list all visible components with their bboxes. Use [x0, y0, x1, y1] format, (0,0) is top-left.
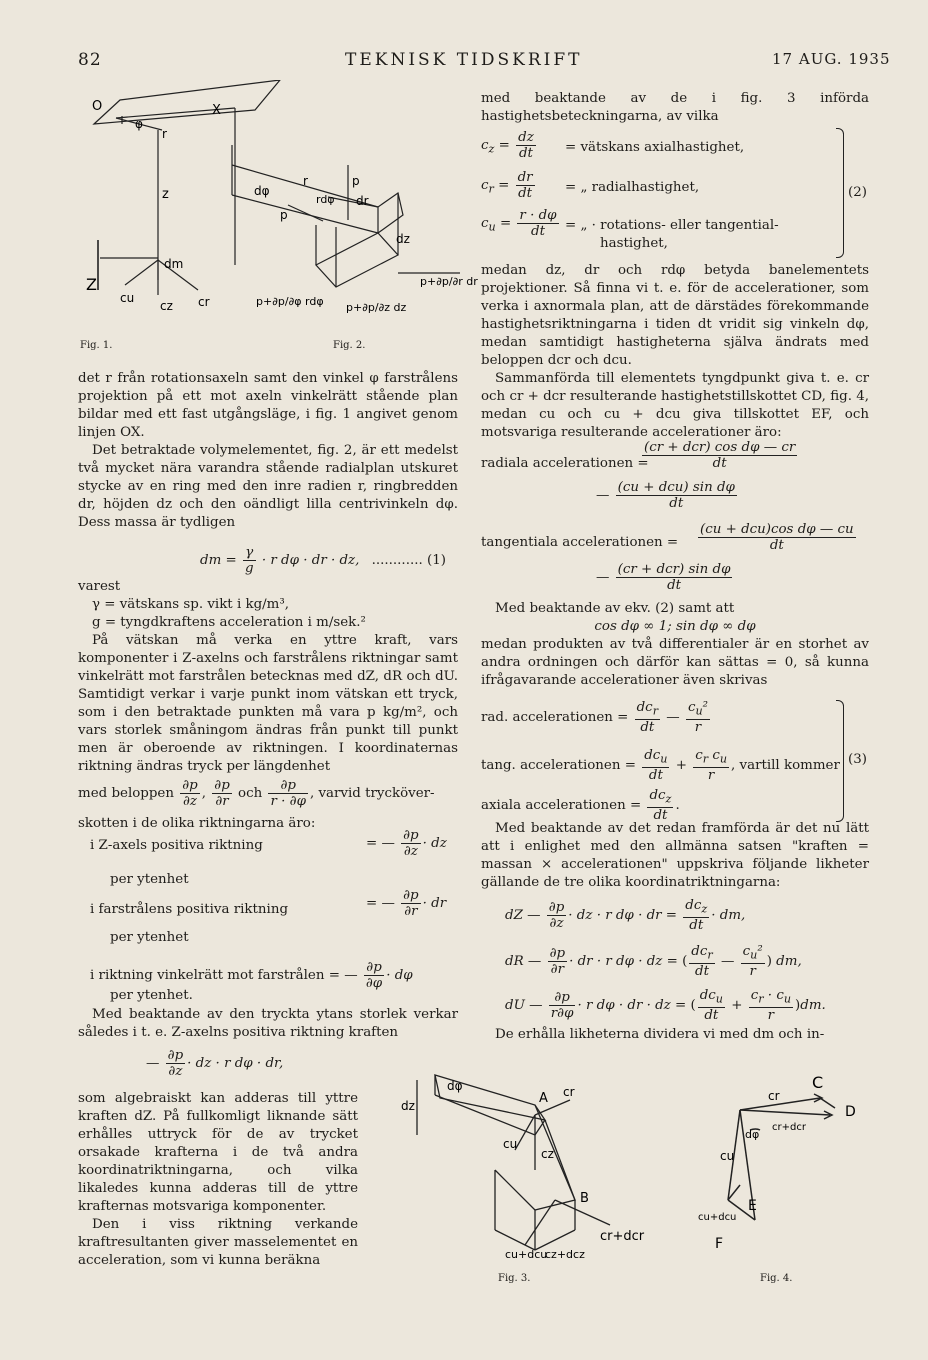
- left-paragraph-3: På vätskan må verka en yttre kraft, vars komponenter i Z-axelns och farstrålens riktningar samt vinkelrätt mot farstrålen betecknas med dZ, dR och dU. Samtidigt verkar i varje punkt inom vätskan ett tryck, som i den betraktade punkten må vara p kg/m², och vars storlek småningom ändras från punkt till punkt men är oberoende av riktningen. I koordinaternas riktning ändras tryck per längdenhet: [78, 633, 458, 774]
- left-paragraph-2: Det betraktade volymelementet, fig. 2, är ett medelst två mycket nära varandra stående radialplan utskuret stycke av en ring med den inre radien r, ringbredden dr, höjden dz och den oändligt lilla centrivinkeln dφ. Dess massa är tydligen: [78, 443, 458, 530]
- fig2-label-p-phi: p+∂p/∂φ rdφ: [256, 295, 324, 308]
- pressure-z-line: [90, 838, 263, 853]
- right-paragraph-6: Med beaktande av det redan framförda är det nu lätt att i enlighet med den allmänna satsen "kraften = massan × accelerationen" uppskriva följande likheter gällande de tre olika koordinatriktningarna:: [481, 821, 869, 890]
- radial-n2: (cu + dcu) sin dφ: [617, 480, 735, 495]
- left-paragraph-5: som algebraiskt kan adderas till yttre kraften dZ. På fullkomligt liknande sätt erhålles uttryck för de av trycket orsakade krafterna i de två andra koordinatriktningarna, och vilka likaledes kunna adderas till de yttre krafternas motsvariga komponenter.: [78, 1091, 358, 1214]
- fig4-label-cu-dcu: cu+dcu: [698, 1212, 737, 1223]
- fig1-label-phi: φ: [135, 117, 143, 131]
- small-angle-approx: cos dφ ∞ 1; sin dφ ∞ dφ: [594, 619, 756, 634]
- fig3-label-a: A: [539, 1091, 548, 1106]
- per-ytenhet-2: per ytenhet: [110, 930, 189, 945]
- varest-label: varest: [78, 579, 121, 594]
- radial-dt: dt: [712, 456, 727, 471]
- equation-1: [200, 545, 446, 576]
- right-paragraph-3: Sammanförda till elementets tyngdpunkt giva t. e. cr och cr + dcr resulterande hastighetstillskottet CD, fig. 4, medan cu och cu + dcu giva tillskottet EF, och motsvariga resulterande accelerationer äro:: [481, 371, 869, 440]
- tang-n2: (cr + dcr) sin dφ: [617, 562, 731, 577]
- velocity-cz: $c_z$ = $\frac{dz}{dt}$: [481, 130, 534, 161]
- journal-title: TEKNISK TIDSKRIFT: [345, 50, 583, 70]
- fig2-label-p-top: p: [352, 174, 360, 188]
- fig2-label-dr: dr: [356, 194, 369, 208]
- fig4-label-c: C: [812, 1073, 824, 1092]
- pressure-phi-line: i riktning vinkelrätt mot farstrålen = — $\frac{\partial p}{\partial\varphi}$ · dφ: [90, 960, 413, 991]
- pressure-z-term: = — $\frac{\partial p}{\partial z}$ · dz: [366, 828, 447, 859]
- eq1-frac-den: g: [245, 561, 254, 576]
- rad-acc-simplified: rad. accelerationen = $\frac{dc_r}{dt}$ — $\frac{c_u^2}{r}$: [481, 700, 708, 735]
- fig1-label-x: X: [212, 103, 221, 118]
- eq3-brace: [836, 700, 844, 822]
- fig4-label-cr: cr: [768, 1089, 780, 1103]
- cu-description: = „ · rotations- eller tangential-: [565, 218, 779, 233]
- page-number: 82: [78, 50, 102, 70]
- fig1-label-o: O: [92, 99, 103, 114]
- pressure-r-term: = — $\frac{\partial p}{\partial r}$ · dr: [366, 888, 447, 919]
- g-definition: g = tyngdkraftens acceleration i m/sek.²: [92, 615, 366, 630]
- fig3-label-cz: cz: [541, 1147, 554, 1161]
- line-z-text: i Z-axels positiva riktning: [90, 838, 263, 853]
- radial-n: (cr + dcr) cos dφ — cr: [644, 440, 796, 455]
- eq2-brace: [836, 128, 844, 258]
- force-expression: — $\frac{\partial p}{\partial z}$ · dz · r dφ · dr,: [146, 1048, 284, 1079]
- fig3-label-cu: cu: [503, 1137, 518, 1151]
- figure-4: [690, 1070, 880, 1260]
- fig1-label-cr: cr: [198, 295, 210, 309]
- tang-acc-tail: , vartill kommer: [731, 757, 840, 773]
- eqZ-end: · dm,: [711, 907, 746, 923]
- fig4-label-dphi: dφ: [745, 1128, 760, 1141]
- fig3-label-cz-dcz: cz+dcz: [545, 1248, 585, 1260]
- eqR-start: dR —: [505, 953, 542, 969]
- fig2-label-dz: dz: [396, 232, 410, 246]
- fig3-label-dz: dz: [401, 1099, 415, 1113]
- left-paragraph-6: Den i viss riktning verkande kraftresultanten giver masselementet en acceleration, som vi kunna beräkna: [78, 1217, 358, 1268]
- equation-du: dU — $\frac{\partial p}{r\partial\varphi}$ · r dφ · dr · dz = ( $\frac{dc_u}{dt}$ + $\frac{c_r \cdot c_u}{r}$ )dm.: [505, 988, 826, 1023]
- force-rhs: · dz · r dφ · dr,: [187, 1056, 284, 1071]
- fig3-label-b: B: [580, 1191, 589, 1206]
- fig2-label-p-z: p+∂p/∂z dz: [346, 301, 407, 314]
- gamma-definition: γ = vätskans sp. vikt i kg/m³,: [92, 597, 290, 612]
- tangential-acceleration-numerator: [696, 522, 858, 553]
- left-paragraph-4: Med beaktande av den tryckta ytans storlek verkar således i t. e. Z-axelns positiva riktning kraften: [78, 1007, 458, 1040]
- right-paragraph-2: medan dz, dr och rdφ betyda banelementets projektioner. Så finna vi t. e. för de accelerationer, som verka i axnormala plan, att de därstädes förekommande hastighetsriktningarna i tiden dt vridit sig vinkeln dφ, medan samtidigt hastigheterna själva ändrats med beloppen dcr och dcu.: [481, 263, 869, 368]
- right-paragraph-5: medan produkten av två differentialer är en storhet av andra ordningen och därför kan sättas = 0, så kunna ifrågavarande accelerationer även skrivas: [481, 637, 869, 688]
- eq1-rhs: · r dφ · dr · dz,: [261, 553, 360, 568]
- eqU-end: dm.: [800, 997, 826, 1013]
- issue-date: 17 AUG. 1935: [772, 50, 891, 68]
- radial-dt2: dt: [669, 496, 684, 511]
- equation-dr: dR — $\frac{\partial p}{\partial r}$ · dr · r dφ · dz = ( $\frac{dc_r}{dt}$ — $\frac{c_u^2}{r}$ ) dm,: [505, 944, 802, 979]
- right-paragraph-4: Med beaktande av ekv. (2) samt att: [495, 601, 735, 616]
- tang-acc-simplified: tang. accelerationen = $\frac{dc_u}{dt}$ + $\frac{c_r c_u}{r}$ , vartill kommer: [481, 748, 840, 783]
- med-beloppen-text: med beloppen: [78, 786, 174, 801]
- fig4-label-e: E: [748, 1198, 757, 1214]
- fig1-label-r: r: [162, 127, 167, 141]
- fig2-label-p-left: p: [280, 208, 288, 222]
- pressure-gradient-line: med beloppen $\frac{\partial p}{\partial z}$ , $\frac{\partial p}{\partial r}$ och $\frac{\partial p}{r \cdot \partial\varphi}$ , varvid trycköver-: [78, 778, 435, 809]
- figure-2: [228, 145, 478, 335]
- eqR-end: dm,: [776, 953, 802, 969]
- line-phi-text: i riktning vinkelrätt mot farstrålen =: [90, 968, 340, 983]
- fig4-label-cr-dcr: cr+dcr: [772, 1122, 806, 1133]
- tangential-acceleration-second: — $\frac{\text{(cr + dcr) sin dφ}}{dt}$: [596, 562, 731, 593]
- varvid-text: , varvid trycköver-: [309, 786, 435, 801]
- tang-acc-label: tang. accelerationen =: [481, 757, 636, 773]
- fig4-label-cu: cu: [720, 1149, 735, 1163]
- fig1-label-cu: cu: [120, 291, 135, 305]
- per-ytenhet-1: per ytenhet: [110, 872, 189, 887]
- fig2-caption: Fig. 2.: [333, 340, 366, 351]
- fig1-label-cz: cz: [160, 299, 173, 313]
- cu-description-2: hastighet,: [600, 236, 668, 251]
- fig3-label-dphi: dφ: [447, 1079, 463, 1093]
- tang-dt2: dt: [667, 578, 682, 593]
- fig3-label-cr-dcr: cr+dcr: [600, 1229, 645, 1244]
- right-paragraph-7: De erhålla likheterna dividera vi med dm och in-: [495, 1027, 825, 1042]
- fig4-label-f: F: [715, 1236, 724, 1252]
- eqU-start: dU —: [505, 997, 543, 1013]
- eqZ-start: dZ —: [505, 907, 541, 923]
- right-paragraph-1: med beaktande av de i fig. 3 införda hastighetsbeteckningarna, av vilka: [481, 91, 869, 124]
- radial-acceleration-second: — $\frac{\text{(cu + dcu) sin dφ}}{dt}$: [596, 480, 735, 511]
- line-phi-rhs: · dφ: [386, 968, 413, 983]
- skotten-text: skotten i de olika riktningarna äro:: [78, 816, 316, 831]
- fig1-label-z-small: z: [162, 187, 169, 202]
- tang-dt: dt: [769, 538, 784, 553]
- cr-description: = „ radialhastighet,: [565, 180, 700, 195]
- velocity-cu: $c_u$ = $\frac{r \cdot d\varphi}{dt}$: [481, 208, 557, 239]
- radial-acceleration-label: radiala accelerationen =: [481, 456, 649, 471]
- fig1-label-dm: dm: [164, 257, 184, 271]
- fig2-label-dphi: dφ: [254, 184, 270, 198]
- cz-description: = vätskans axialhastighet,: [565, 140, 745, 155]
- eqR-mid: · dr · r dφ · dz =: [569, 953, 678, 969]
- tang-n: (cu + dcu)cos dφ — cu: [700, 522, 854, 537]
- pressure-r-line: [90, 902, 288, 917]
- fig1-caption: Fig. 1.: [80, 340, 113, 351]
- figure-3: [395, 1060, 655, 1260]
- per-ytenhet-3: per ytenhet.: [110, 988, 193, 1003]
- ax-acc-simplified: axiala accelerationen = $\frac{dc_z}{dt}$ .: [481, 788, 680, 823]
- fig1-label-z: Z: [86, 275, 97, 294]
- eqZ-mid: · dz · r dφ · dr =: [568, 907, 678, 923]
- fig2-label-r: r: [303, 174, 308, 188]
- eq2-number: (2): [848, 185, 867, 200]
- line-r-rhs: · dr: [422, 896, 447, 911]
- tangential-acceleration-label: tangentiala accelerationen =: [481, 535, 679, 550]
- fig2-label-rdphi: rdφ: [316, 193, 335, 206]
- eq1-number: ............ (1): [371, 553, 446, 568]
- equation-dz: dZ — $\frac{\partial p}{\partial z}$ · dz · r dφ · dr = $\frac{dc_z}{dt}$ · dm,: [505, 898, 746, 933]
- fig3-caption: Fig. 3.: [498, 1273, 531, 1284]
- line-r-text: i farstrålens positiva riktning: [90, 902, 289, 917]
- fig4-caption: Fig. 4.: [760, 1273, 793, 1284]
- left-paragraph-1: det r från rotationsaxeln samt den vinkel φ farstrålens projektion på ett mot axeln vinkelrätt stående plan bildar med ett fast utgångsläge, i fig. 1 angivet genom linjen OX.: [78, 371, 458, 440]
- eq1-frac-num: γ: [243, 545, 256, 561]
- eq3-number: (3): [848, 752, 867, 767]
- velocity-cr: $c_r$ = $\frac{dr}{dt}$: [481, 170, 533, 201]
- line-z-rhs: · dz: [422, 836, 447, 851]
- rad-acc-label: rad. accelerationen =: [481, 709, 629, 725]
- fig4-label-d: D: [845, 1104, 856, 1120]
- fig3-label-cu-dcu: cu+dcu: [505, 1248, 548, 1260]
- ax-acc-label: axiala accelerationen =: [481, 797, 642, 813]
- och-text: och: [238, 786, 263, 801]
- eqU-mid: · r dφ · dr · dz =: [577, 997, 687, 1013]
- radial-acceleration-numerator: [640, 440, 799, 471]
- fig3-label-cr: cr: [563, 1085, 575, 1099]
- eq1-lhs: dm =: [200, 553, 237, 568]
- fig2-label-p-r: p+∂p/∂r dr: [420, 275, 478, 288]
